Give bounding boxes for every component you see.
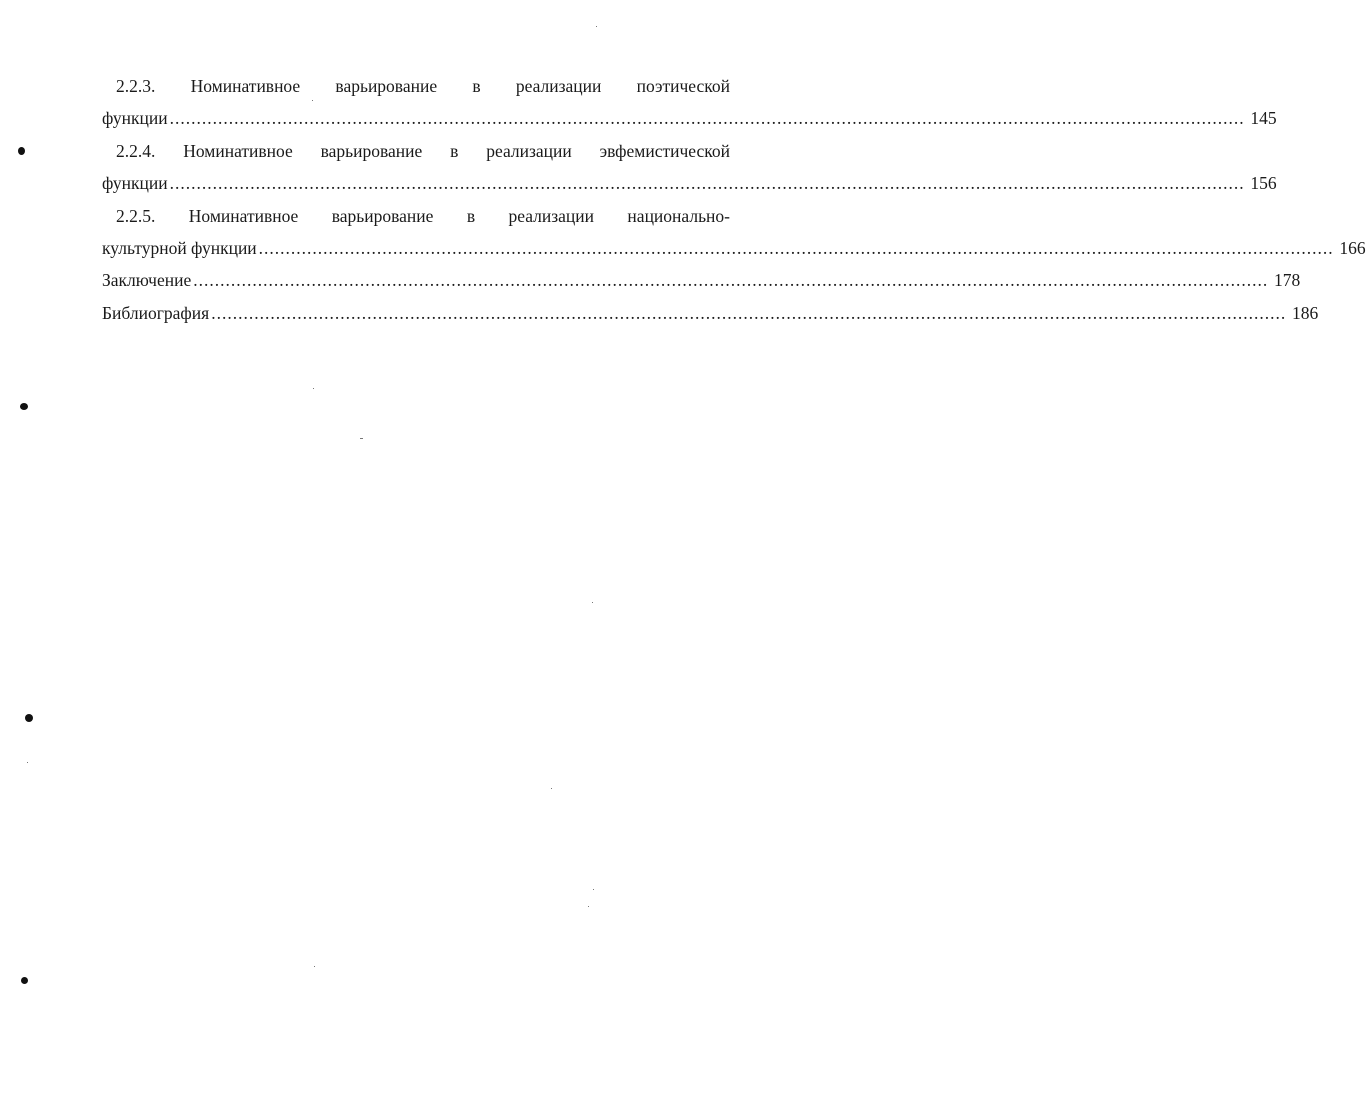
toc-page-number: 156 [1250, 173, 1277, 194]
dot-leader: ........................................................................................................................................................................................................ [169, 108, 1245, 129]
scan-speck [596, 26, 597, 27]
table-of-contents [102, 70, 1366, 329]
scan-speck [588, 906, 589, 907]
toc-entry-2-2-3 [102, 70, 1277, 135]
toc-page-number: 166 [1339, 238, 1366, 259]
toc-entry-title: 2.2.3. Номинативное варьирование в реализации поэтической [116, 76, 730, 96]
scan-hole-mark [18, 147, 25, 155]
toc-page-number: 145 [1250, 108, 1277, 129]
scan-speck [312, 100, 313, 101]
dot-leader: ........................................................................................................................................................................................................ [169, 173, 1245, 194]
dot-leader: ........................................................................................................................................................................................................ [211, 302, 1287, 323]
toc-entry-bibliography [102, 297, 1319, 329]
toc-entry-title: 2.2.5. Номинативное варьирование в реализации национально- [116, 205, 730, 226]
toc-entry-2-2-5 [102, 200, 1366, 265]
dot-leader: ........................................................................................................................................................................................................ [193, 270, 1269, 291]
toc-entry-title-continuation: функции [102, 108, 168, 129]
toc-entry-title-continuation: функции [102, 173, 168, 194]
toc-page-number: 178 [1274, 270, 1301, 291]
toc-entry-conclusion [102, 264, 1301, 296]
toc-entry-title: Библиография [102, 302, 210, 323]
dot-leader: ........................................................................................................................................................................................................ [258, 238, 1334, 259]
toc-entry-2-2-4 [102, 135, 1277, 200]
scan-speck [592, 602, 593, 603]
scan-speck [593, 889, 594, 890]
toc-entry-title: 2.2.4. Номинативное варьирование в реализации эвфемистической [116, 140, 730, 161]
toc-entry-title-continuation: культурной функции [102, 238, 257, 259]
toc-page-number: 186 [1291, 302, 1319, 323]
scan-speck [314, 966, 315, 967]
scan-hole-mark [25, 714, 33, 722]
scan-speck [551, 788, 552, 789]
scan-hole-mark [21, 977, 28, 984]
scan-speck [360, 438, 363, 439]
scan-speck [313, 388, 314, 389]
toc-entry-title: Заключение [102, 270, 192, 291]
scan-speck [27, 762, 28, 763]
scan-hole-mark [20, 403, 28, 410]
